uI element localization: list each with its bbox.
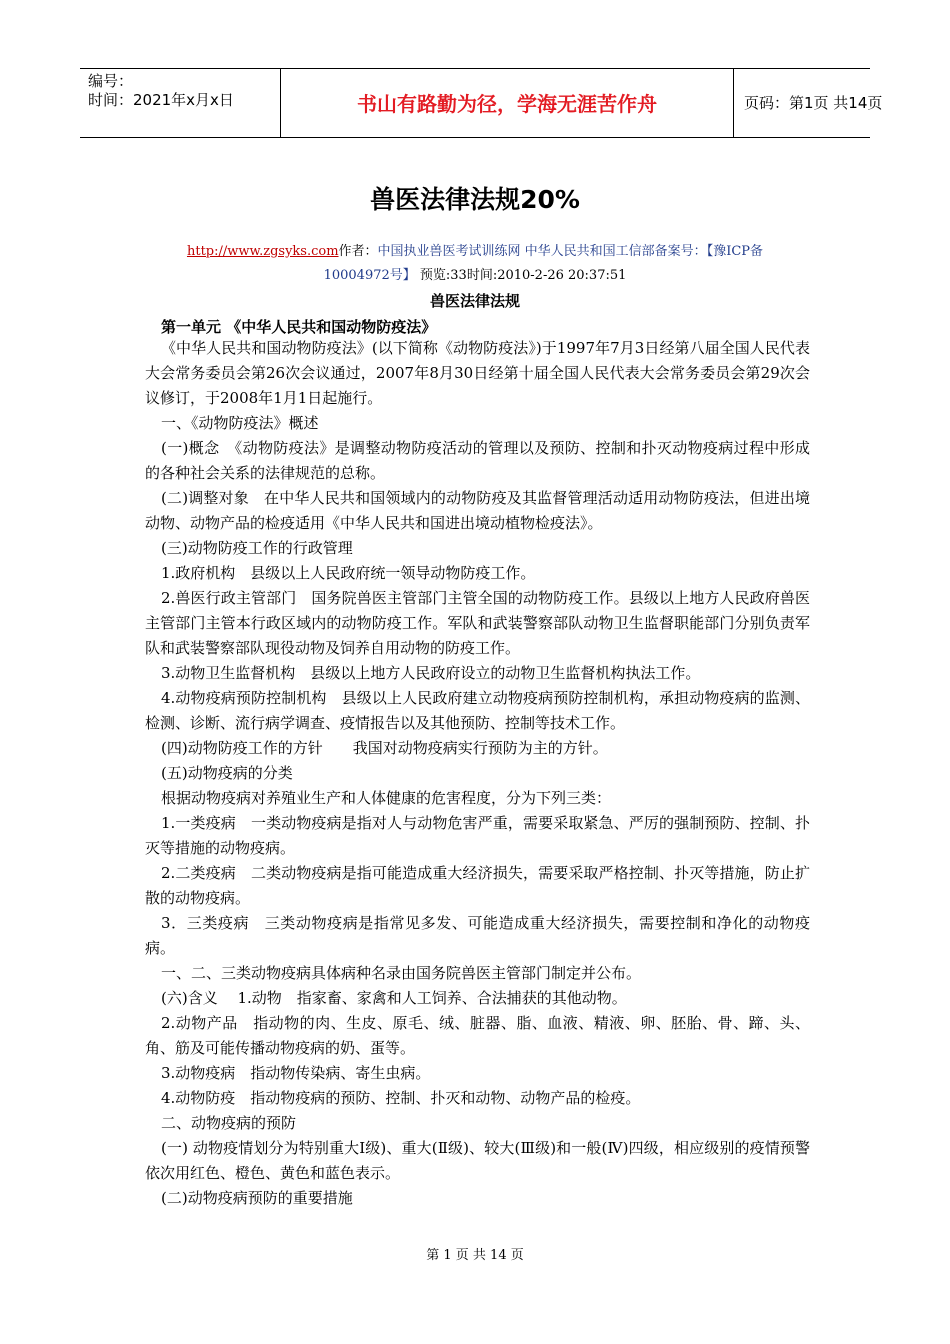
header-motto-cell <box>281 69 734 137</box>
body-paragraph: 一、《动物防疫法》概述 <box>161 414 319 432</box>
body-paragraph: (六)含义 1.动物 指家畜、家禽和人工饲养、合法捕获的其他动物。 <box>161 989 627 1007</box>
body-paragraph: (四)动物防疫工作的方针 我国对动物疫病实行预防为主的方针。 <box>161 739 608 757</box>
body-paragraph: 3．三类疫病 三类动物疫病是指常见多发、可能造成重大经济损失，需要控制和净化的动物疫病。 <box>145 914 810 957</box>
body-paragraph: 1.一类疫病 一类动物疫病是指对人与动物危害严重，需要采取紧急、严厉的强制预防、控制、扑灭等措施的动物疫病。 <box>145 814 810 857</box>
body-paragraph: 2.兽医行政主管部门 国务院兽医主管部门主管全国的动物防疫工作。县级以上地方人民政府兽医主管部门主管本行政区域内的动物防疫工作。军队和武装警察部队动物卫生监督职能部门分别负责军队和武装警察部队现役动物及饲养自用动物的防疫工作。 <box>145 589 810 657</box>
body-paragraph: 1.政府机构 县级以上人民政府统一领导动物防疫工作。 <box>161 564 536 582</box>
body-paragraph: 4.动物疫病预防控制机构 县级以上人民政府建立动物疫病预防控制机构，承担动物疫病的监测、检测、诊断、流行病学调查、疫情报告以及其他预防、控制等技术工作。 <box>145 689 810 732</box>
body-paragraph: (三)动物防疫工作的行政管理 <box>161 539 353 557</box>
author-text: 中国执业兽医考试训练网 中华人民共和国工信部备案号： <box>377 244 707 259</box>
body-paragraph: 3.动物卫生监督机构 县级以上地方人民政府设立的动物卫生监督机构执法工作。 <box>161 664 701 682</box>
page-footer: 第 1 页 共 14 页 <box>426 1248 524 1263</box>
body-paragraph: 《中华人民共和国动物防疫法》(以下简称《动物防疫法》)于1997年7月3日经第八届全国人民代表大会常务委员会第26次会议通过，2007年8月30日经第十届全国人民代表大会常务委员会第29次会议修订，于2008年1月1日起施行。 <box>145 339 810 407</box>
views-time: 预览:33时间:2010-2-26 20:37:51 <box>415 268 627 283</box>
body-paragraph: 4.动物防疫 指动物疫病的预防、控制、扑灭和动物、动物产品的检疫。 <box>161 1089 641 1107</box>
body-paragraph: 根据动物疫病对养殖业生产和人体健康的危害程度，分为下列三类： <box>161 789 612 807</box>
document-title: 兽医法律法规20% <box>370 185 580 214</box>
document-header-table <box>80 68 883 138</box>
icp-record: 【豫ICP备10004972号】 <box>323 244 764 283</box>
body-paragraph: (二)调整对象 在中华人民共和国领域内的动物防疫及其监督管理活动适用动物防疫法，但进出境动物、动物产品的检疫适用《中华人民共和国进出境动植物检疫法》。 <box>145 489 810 532</box>
document-time-label: 时间：2021年x月x日 <box>88 91 234 109</box>
body-paragraph: 二、动物疫病的预防 <box>161 1114 297 1132</box>
header-page-info: 页码：第1页 共14页 <box>744 94 883 112</box>
header-motto: 书山有路勤为径，学海无涯苦作舟 <box>357 92 657 116</box>
header-page-cell <box>734 69 883 137</box>
document-body <box>145 336 810 1211</box>
unit-heading: 第一单元 《中华人民共和国动物防疫法》 <box>161 318 437 336</box>
body-paragraph: 2.二类疫病 二类动物疫病是指可能造成重大经济损失，需要采取严格控制、扑灭等措施，防止扩散的动物疫病。 <box>145 864 810 907</box>
document-subtitle: 兽医法律法规 <box>429 292 520 310</box>
header-meta-cell <box>80 69 281 137</box>
author-label: 作者： <box>338 244 378 259</box>
body-paragraph: (五)动物疫病的分类 <box>161 764 293 782</box>
source-link[interactable]: http://www.zgsyks.com <box>186 244 339 259</box>
document-number-label: 编号： <box>88 72 134 90</box>
body-paragraph: 一、二、三类动物疫病具体病种名录由国务院兽医主管部门制定并公布。 <box>161 964 642 982</box>
body-paragraph: (一)概念 《动物防疫法》是调整动物防疫活动的管理以及预防、控制和扑灭动物疫病过程中形成的各种社会关系的法律规范的总称。 <box>145 439 810 482</box>
body-paragraph: (一) 动物疫情划分为特别重大Ⅰ级)、重大(Ⅱ级)、较大(Ⅲ级)和一般(Ⅳ)四级，相应级别的疫情预警依次用红色、橙色、黄色和蓝色表示。 <box>145 1139 810 1182</box>
source-info <box>160 240 790 288</box>
body-paragraph: 2.动物产品 指动物的肉、生皮、原毛、绒、脏器、脂、血液、精液、卵、胚胎、骨、蹄、头、角、筋及可能传播动物疫病的奶、蛋等。 <box>145 1014 810 1057</box>
body-paragraph: (二)动物疫病预防的重要措施 <box>161 1189 353 1207</box>
body-paragraph: 3.动物疫病 指动物传染病、寄生虫病。 <box>161 1064 431 1082</box>
